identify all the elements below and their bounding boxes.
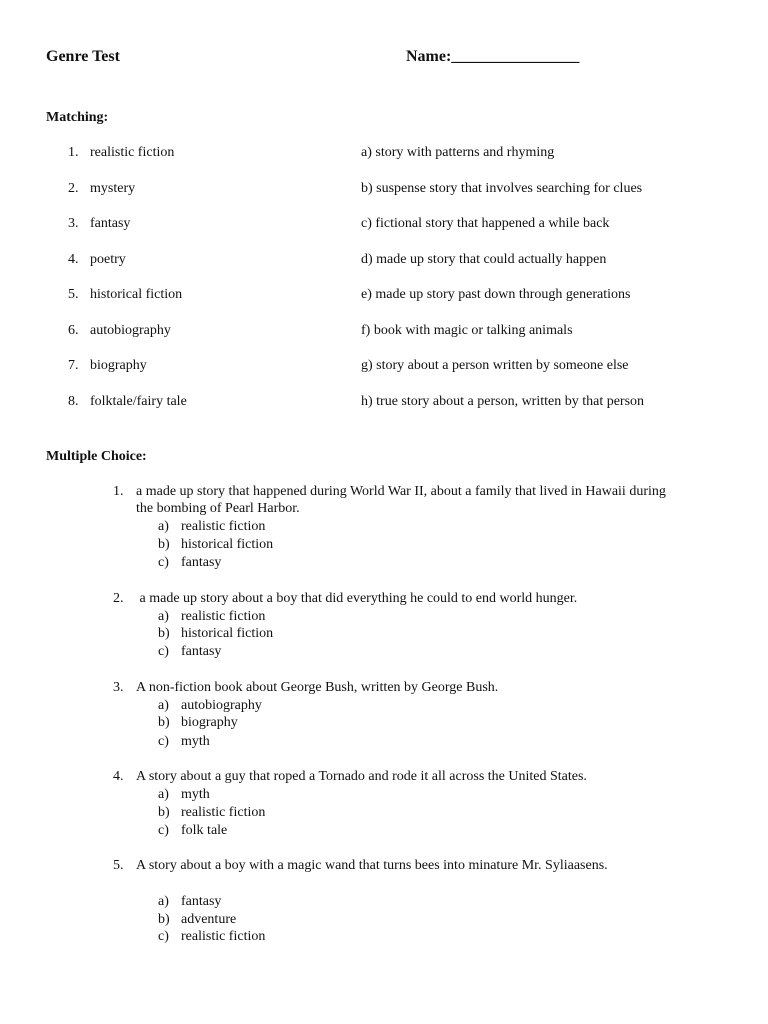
matching-number: 8. — [68, 394, 79, 409]
matching-number: 5. — [68, 287, 79, 302]
question-text: A story about a guy that roped a Tornado and rode it all across the United States. — [136, 769, 587, 784]
question-text: a made up story that happened during World War II, about a family that lived in Hawaii during — [136, 484, 666, 499]
genre-term: realistic fiction — [90, 145, 175, 160]
option-letter: c) — [158, 644, 169, 659]
option-letter: c) — [158, 929, 169, 944]
option-text: realistic fiction — [181, 609, 266, 624]
genre-term: poetry — [90, 252, 126, 267]
matching-number: 3. — [68, 216, 79, 231]
option-text: fantasy — [181, 644, 222, 659]
multiple-choice-heading: Multiple Choice: — [46, 449, 147, 464]
option-letter: a) — [158, 519, 169, 534]
question-number: 5. — [113, 858, 124, 873]
option-text: myth — [181, 734, 210, 749]
question-text: a made up story about a boy that did everything he could to end world hunger. — [136, 591, 578, 606]
option-letter: b) — [158, 537, 170, 552]
option-text: realistic fiction — [181, 805, 266, 820]
option-text: historical fiction — [181, 537, 274, 552]
question-number: 1. — [113, 484, 124, 499]
genre-definition: a) story with patterns and rhyming — [361, 145, 555, 160]
matching-number: 6. — [68, 323, 79, 338]
question-text-continued: the bombing of Pearl Harbor. — [136, 501, 300, 516]
question-number: 2. — [113, 591, 124, 606]
genre-term: biography — [90, 358, 147, 373]
genre-term: fantasy — [90, 216, 131, 231]
option-letter: a) — [158, 698, 169, 713]
question-number: 3. — [113, 680, 124, 695]
option-text: realistic fiction — [181, 929, 266, 944]
question-text: A story about a boy with a magic wand that turns bees into minature Mr. Syliaasens. — [136, 858, 608, 873]
question-number: 4. — [113, 769, 124, 784]
genre-definition: e) made up story past down through generations — [361, 287, 631, 302]
option-text: historical fiction — [181, 626, 274, 641]
genre-term: mystery — [90, 181, 136, 196]
option-letter: a) — [158, 609, 169, 624]
option-text: adventure — [181, 912, 237, 927]
matching-number: 2. — [68, 181, 79, 196]
genre-term: autobiography — [90, 323, 171, 338]
option-text: realistic fiction — [181, 519, 266, 534]
matching-number: 1. — [68, 145, 79, 160]
option-text: fantasy — [181, 894, 222, 909]
genre-definition: g) story about a person written by someone else — [361, 358, 629, 373]
genre-definition: c) fictional story that happened a while back — [361, 216, 610, 231]
option-letter: c) — [158, 555, 169, 570]
option-text: folk tale — [181, 823, 228, 838]
genre-term: folktale/fairy tale — [90, 394, 187, 409]
option-text: biography — [181, 715, 238, 730]
genre-definition: d) made up story that could actually happen — [361, 252, 607, 267]
option-text: autobiography — [181, 698, 262, 713]
option-letter: b) — [158, 626, 170, 641]
option-letter: b) — [158, 912, 170, 927]
option-letter: a) — [158, 787, 169, 802]
option-letter: c) — [158, 734, 169, 749]
matching-heading: Matching: — [46, 110, 109, 125]
genre-definition: h) true story about a person, written by that person — [361, 394, 645, 409]
option-text: fantasy — [181, 555, 222, 570]
genre-term: historical fiction — [90, 287, 183, 302]
option-letter: c) — [158, 823, 169, 838]
option-letter: b) — [158, 805, 170, 820]
genre-definition: b) suspense story that involves searching for clues — [361, 181, 643, 196]
question-text: A non-fiction book about George Bush, written by George Bush. — [136, 680, 499, 695]
test-title: Genre Test — [46, 48, 120, 65]
genre-definition: f) book with magic or talking animals — [361, 323, 573, 338]
matching-number: 7. — [68, 358, 79, 373]
option-text: myth — [181, 787, 210, 802]
name-field-label: Name:________________ — [406, 48, 580, 65]
option-letter: b) — [158, 715, 170, 730]
option-letter: a) — [158, 894, 169, 909]
matching-number: 4. — [68, 252, 79, 267]
